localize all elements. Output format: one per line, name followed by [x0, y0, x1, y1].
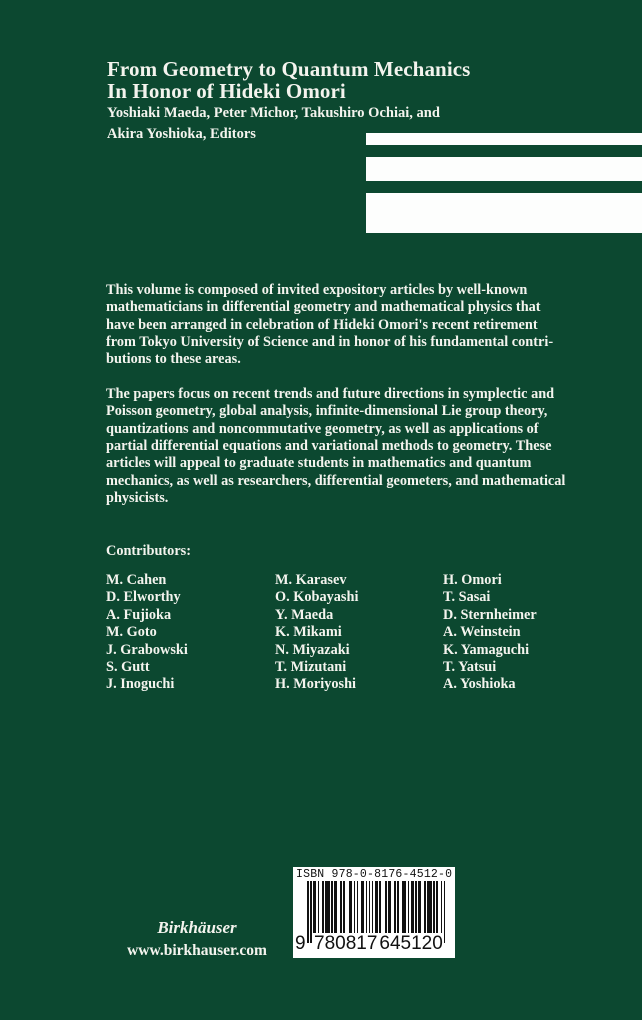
contributor-name: T. Yatsui: [443, 659, 497, 676]
text-line: mathematicians in differential geometry and mathematical physics that: [106, 299, 541, 316]
text-line: from Tokyo University of Science and in honor of his fundamental contri-: [106, 334, 554, 351]
text-line: articles will appeal to graduate students in mathematics and quantum: [106, 455, 532, 472]
publisher-name: Birkhäuser: [157, 918, 237, 937]
contributor-name: M. Cahen: [106, 572, 167, 588]
editors-line-1: Yoshiaki Maeda, Peter Michor, Takushiro Ochiai, and: [107, 105, 440, 121]
text-line: mechanics, as well as researchers, differential geometers, and mathematical: [106, 472, 566, 489]
contributors-label: Contributors:: [106, 543, 191, 559]
contributor-name: T. Sasai: [443, 589, 491, 606]
description-paragraph-2: [106, 386, 636, 507]
contributor-name: S. Gutt: [106, 659, 150, 676]
contributor-name: A. Fujioka: [106, 606, 172, 623]
ean-group-1: 780817: [314, 933, 378, 954]
ean-number: [295, 933, 444, 955]
contributor-name: H. Moriyoshi: [275, 676, 357, 693]
contributor-name: A. Weinstein: [443, 624, 521, 641]
text-line: The papers focus on recent trends and future directions in symplectic and: [106, 386, 555, 402]
contributor-name: A. Yoshioka: [443, 676, 516, 693]
description-paragraph-1: [106, 282, 636, 369]
contributor-name: K. Mikami: [275, 624, 342, 641]
book-title-line-1: From Geometry to Quantum Mechanics: [107, 57, 471, 81]
decorative-stripe-2: [366, 157, 642, 181]
contributor-name: D. Sternheimer: [443, 606, 537, 623]
text-line: butions to these areas.: [106, 351, 241, 368]
isbn-barcode: [293, 867, 455, 958]
contributor-name: J. Grabowski: [106, 641, 188, 658]
ean-first-digit: 9: [295, 933, 306, 954]
text-line: have been arranged in celebration of Hideki Omori's recent retirement: [106, 316, 538, 333]
contributor-name: H. Omori: [443, 572, 502, 588]
contributor-name: O. Kobayashi: [275, 589, 359, 606]
contributors-column-2: [275, 572, 358, 694]
text-line: quantizations and noncommutative geometry, as well as applications of: [106, 420, 539, 437]
contributors-column-1: [106, 572, 188, 694]
contributor-name: N. Miyazaki: [275, 641, 350, 658]
contributor-name: Y. Maeda: [275, 606, 334, 623]
contributor-name: J. Inoguchi: [106, 676, 175, 693]
publisher-website[interactable]: www.birkhauser.com: [127, 942, 267, 959]
contributor-name: T. Mizutani: [275, 659, 347, 676]
book-title-line-2: In Honor of Hideki Omori: [107, 79, 346, 103]
text-line: partial differential equations and variational methods to geometry. These: [106, 438, 552, 455]
decorative-stripe-1: [366, 133, 642, 145]
ean-group-2: 645120: [379, 933, 443, 954]
contributor-name: K. Yamaguchi: [443, 641, 530, 658]
contributor-name: M. Goto: [106, 624, 157, 641]
editors-line-2: Akira Yoshioka, Editors: [107, 126, 256, 142]
contributor-name: D. Elworthy: [106, 589, 181, 606]
decorative-stripe-3: [366, 193, 642, 233]
text-line: This volume is composed of invited expository articles by well-known: [106, 282, 528, 298]
text-line: physicists.: [106, 490, 169, 507]
contributor-name: M. Karasev: [275, 572, 347, 588]
contributors-column-3: [443, 572, 537, 694]
isbn-label: ISBN 978-0-8176-4512-0: [296, 868, 453, 881]
text-line: Poisson geometry, global analysis, infinite-dimensional Lie group theory,: [106, 403, 548, 420]
